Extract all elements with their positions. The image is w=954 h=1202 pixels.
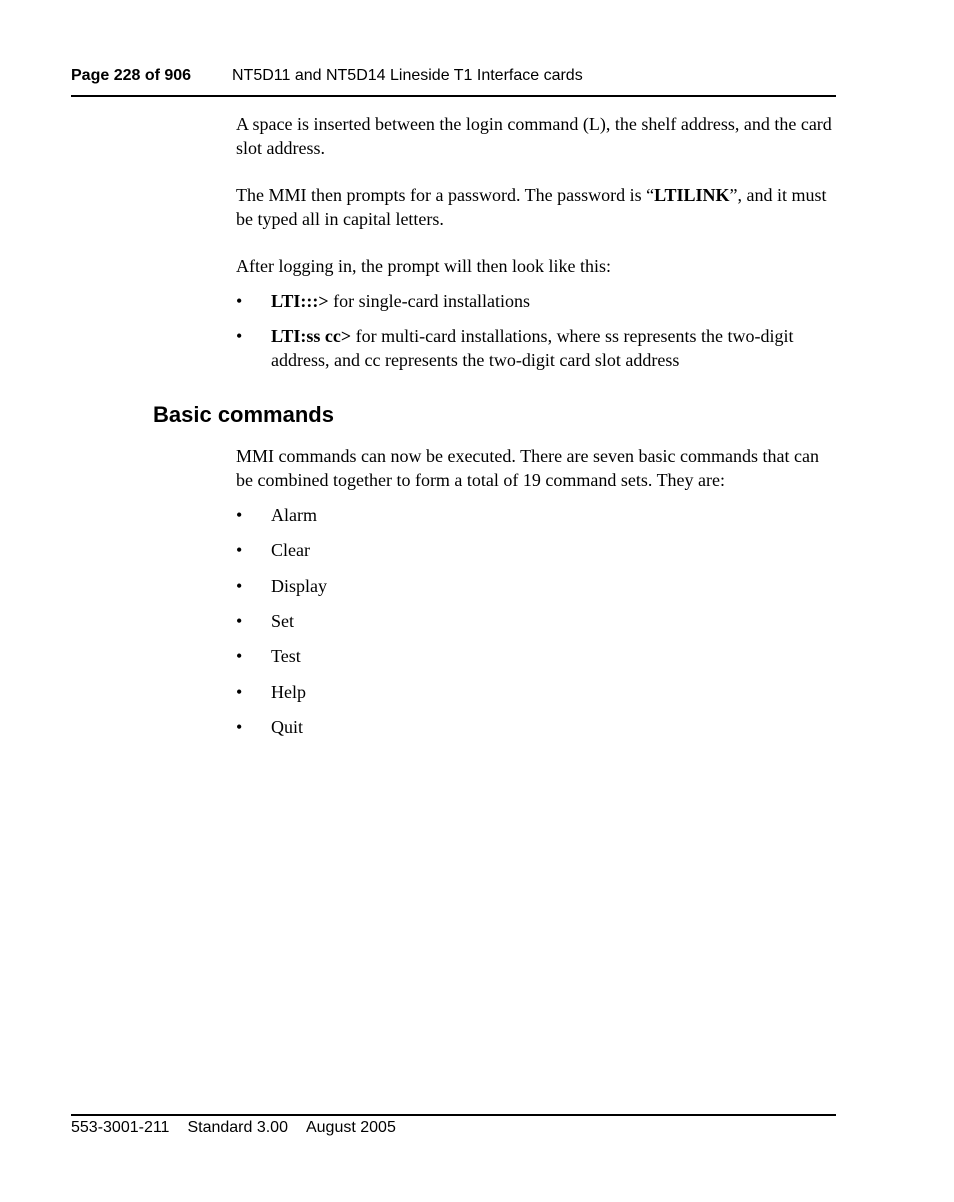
list-item [236, 538, 836, 562]
command-name: Alarm [271, 505, 317, 525]
list-item [236, 324, 836, 372]
command-name: Set [271, 611, 295, 631]
paragraph-login-format [236, 112, 836, 160]
paragraph-text-start: The MMI then prompts for a password. The password is “ [236, 185, 655, 205]
paragraph-password [236, 183, 836, 231]
bullet-marker: • [236, 682, 243, 702]
bullet-marker: • [236, 505, 243, 525]
prompt-description: for single-card installations [328, 291, 531, 311]
paragraph-text [236, 183, 836, 231]
bullet-marker: • [236, 717, 243, 737]
paragraph-text: After logging in, the prompt will then look like this: [236, 256, 611, 276]
paragraph-text: A space is inserted between the login command (L), the shelf address, and the card slot address. [236, 114, 832, 158]
command-name: Clear [271, 540, 310, 560]
command-name: Quit [271, 717, 304, 737]
bullet-marker: • [236, 291, 243, 311]
paragraph-text: MMI commands can now be executed. There are seven basic commands that can be combined together to form a total of 19 command sets. They are: [236, 446, 819, 490]
command-name: Display [271, 576, 327, 596]
command-name: Test [271, 646, 301, 666]
paragraph-prompt-intro [236, 254, 836, 278]
list-item [236, 680, 836, 704]
document-title: NT5D11 and NT5D14 Lineside T1 Interface cards [232, 67, 583, 84]
list-item [236, 609, 836, 633]
page-footer [71, 1118, 414, 1138]
header-rule [71, 95, 836, 97]
bullet-marker: • [236, 646, 243, 666]
paragraph-text-end: ”, and it must be typed all in capital letters. [236, 185, 827, 229]
command-name: Help [271, 682, 306, 702]
footer-rule [71, 1114, 836, 1116]
prompt-description: for multi-card installations, where ss represents the two-digit address, and cc represents the two-digit card slot address [271, 326, 794, 370]
list-item [236, 715, 836, 739]
document-number: 553-3001-211 [71, 1119, 170, 1136]
page-header [71, 66, 836, 86]
list-item [236, 574, 836, 598]
publication-date: August 2005 [305, 1119, 396, 1136]
list-item [236, 644, 836, 668]
bullet-marker: • [236, 576, 243, 596]
bullet-marker: • [236, 540, 243, 560]
list-item-text [271, 289, 836, 313]
password-value: LTILINK [654, 185, 730, 205]
prompt-code: LTI:::> [271, 291, 329, 311]
bullet-marker: • [236, 611, 243, 631]
paragraph-commands-intro [236, 444, 836, 492]
prompt-code: LTI:ss cc> [271, 326, 352, 346]
list-item-text [271, 324, 836, 372]
list-item [236, 289, 836, 313]
section-heading: Basic commands [153, 402, 334, 427]
standard-version: Standard 3.00 [187, 1119, 288, 1136]
bullet-marker: • [236, 326, 243, 346]
page-number: Page 228 of 906 [71, 67, 192, 84]
list-item [236, 503, 836, 527]
